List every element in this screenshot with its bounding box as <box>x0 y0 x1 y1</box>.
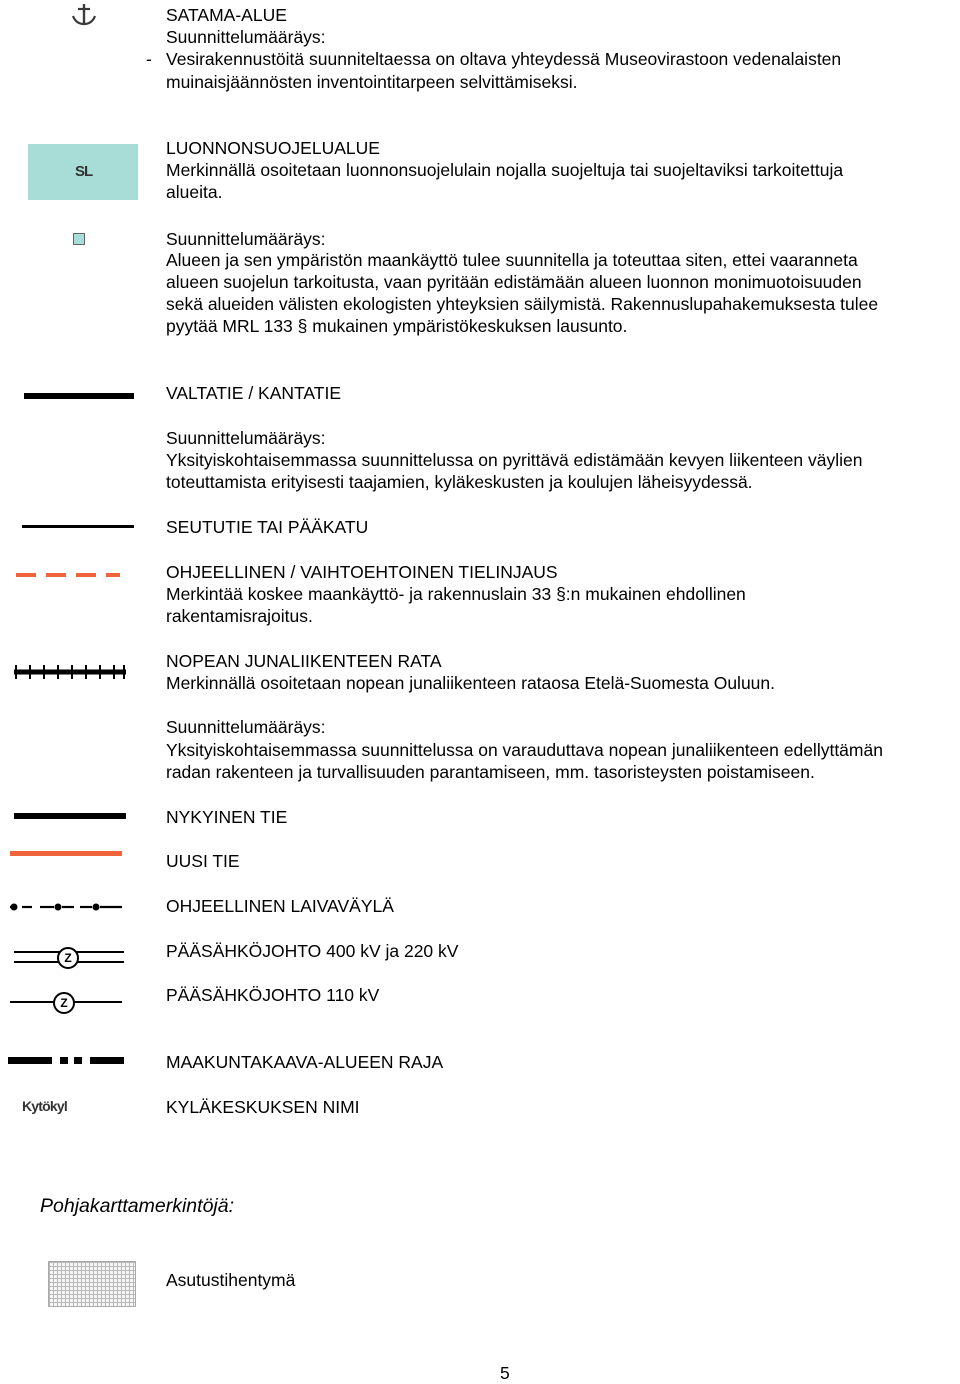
luonnonsuojelu-label: Suunnittelumääräys: <box>166 229 326 249</box>
ohjeellinen-tie-p1: Merkintää koskee maankäyttö- ja rakennuslain 33 §:n mukainen ehdollinen <box>166 584 746 604</box>
rata-title: NOPEAN JUNALIIKENTEEN RATA <box>166 651 442 671</box>
valtatie-p2: toteuttamista erityisesti taajamien, kyläkeskusten ja koulujen läheisyydessä. <box>166 472 753 492</box>
satama-line-1: Vesirakennustöitä suunniteltaessa on oltava yhteydessä Museovirastoon vedenalaisten <box>166 49 842 69</box>
rata-p2: Yksityiskohtaisemmassa suunnittelussa on varauduttava nopean junaliikenteen edellyttämän <box>166 740 883 760</box>
powerline-110-letter: Z <box>60 996 68 1010</box>
luonnonsuojelu-p2: alueen suojelun tarkoitusta, vaan pyritään edistämään alueen luonnon monimuotoisuuden <box>166 272 862 292</box>
nykyinen-tie-line-symbol <box>14 813 126 819</box>
raja-title: MAAKUNTAKAAVA-ALUEEN RAJA <box>166 1052 444 1072</box>
sl-symbol <box>28 144 138 200</box>
pohjakartta-heading: Pohjakarttamerkintöjä: <box>40 1195 235 1217</box>
anchor-icon <box>70 2 98 28</box>
boundary-line-symbol <box>8 1055 124 1067</box>
seututie-line-symbol <box>22 525 134 528</box>
satama-bullet: - <box>146 49 152 69</box>
kylakeskus-symbol-text: Kytökyl <box>22 1098 67 1114</box>
sahko-400-title: PÄÄSÄHKÖJOHTO 400 kV ja 220 kV <box>166 941 459 961</box>
kylakeskus-title: KYLÄKESKUKSEN NIMI <box>166 1097 360 1117</box>
satama-label: Suunnittelumääräys: <box>166 27 326 47</box>
small-square-symbol <box>73 233 85 245</box>
page-number: 5 <box>500 1363 510 1383</box>
nykyinen-tie-title: NYKYINEN TIE <box>166 807 288 827</box>
luonnonsuojelu-line-2: alueita. <box>166 182 223 202</box>
powerline-110-symbol <box>10 991 122 1013</box>
valtatie-label: Suunnittelumääräys: <box>166 428 326 448</box>
luonnonsuojelu-p3: sekä alueiden välisten ekologisten yhteyksien säilymistä. Rakennuslupahakemuksesta tulee <box>166 294 879 314</box>
valtatie-line-symbol <box>24 393 134 399</box>
luonnonsuojelu-title: LUONNONSUOJELUALUE <box>166 138 380 158</box>
satama-title: SATAMA-ALUE <box>166 5 287 25</box>
powerline-400-letter: Z <box>64 951 72 965</box>
powerline-400-symbol <box>14 946 124 968</box>
ohjeellinen-tie-p2: rakentamisrajoitus. <box>166 606 313 626</box>
rata-label: Suunnittelumääräys: <box>166 717 326 737</box>
ohjeellinen-tie-title: OHJEELLINEN / VAIHTOEHTOINEN TIELINJAUS <box>166 562 558 582</box>
settlement-grid-symbol <box>48 1261 136 1307</box>
shipping-lane-symbol <box>6 899 122 915</box>
rata-p3: radan rakenteen ja turvallisuuden parantamiseen, mm. tasoristeysten poistamiseen. <box>166 762 815 782</box>
dashed-orange-line-symbol <box>16 571 120 579</box>
powerline-400-circle <box>57 947 79 969</box>
asutustihentyma-label: Asutustihentymä <box>166 1270 296 1290</box>
valtatie-p1: Yksityiskohtaisemmassa suunnittelussa on pyrittävä edistämään kevyen liikenteen väylien <box>166 450 863 470</box>
seututie-title: SEUTUTIE TAI PÄÄKATU <box>166 517 369 537</box>
sahko-110-title: PÄÄSÄHKÖJOHTO 110 kV <box>166 985 380 1005</box>
uusi-tie-line-symbol <box>10 851 122 856</box>
rata-p1: Merkinnällä osoitetaan nopean junaliikenteen rataosa Etelä-Suomesta Ouluun. <box>166 673 776 693</box>
valtatie-title: VALTATIE / KANTATIE <box>166 383 342 403</box>
sl-symbol-text: SL <box>75 163 93 180</box>
railway-line-symbol <box>14 663 126 681</box>
powerline-110-circle <box>53 992 75 1014</box>
luonnonsuojelu-p4: pyytää MRL 133 § mukainen ympäristökeskuksen lausunto. <box>166 316 628 336</box>
luonnonsuojelu-line-1: Merkinnällä osoitetaan luonnonsuojelulain nojalla suojeltuja tai suojeltaviksi tarkoitettuja <box>166 160 844 180</box>
uusi-tie-title: UUSI TIE <box>166 851 240 871</box>
luonnonsuojelu-p1: Alueen ja sen ympäristön maankäyttö tulee suunnitella ja toteuttaa siten, ettei vaaranneta <box>166 250 858 270</box>
satama-line-2: muinaisjäännösten inventointitarpeen selvittämiseksi. <box>166 72 578 92</box>
laivavayla-title: OHJEELLINEN LAIVAVÄYLÄ <box>166 896 394 916</box>
